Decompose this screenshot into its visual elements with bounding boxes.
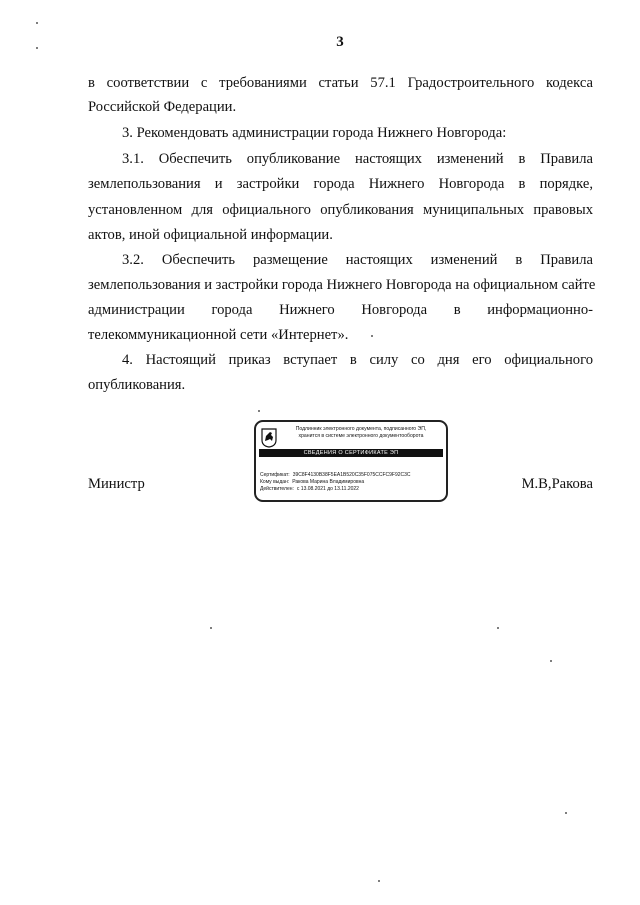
body-line-4: 3.1. Обеспечить опубликование настоящих изменений в Правила [122, 151, 593, 167]
scan-speck [565, 812, 567, 814]
body-line-7: актов, иной официальной информации. [88, 227, 333, 243]
stamp-header-line-1: Подлинник электронного документа, подписанного ЭП, [295, 426, 427, 432]
stamp-valid-value: с 13.08.2021 до 13.11.2022 [296, 486, 359, 492]
scan-speck [210, 627, 212, 629]
stamp-issued-value: Ракова Марина Владимировна [292, 479, 365, 485]
scan-speck [378, 880, 380, 882]
scan-speck [258, 410, 260, 412]
stamp-issued-row [260, 479, 364, 485]
stamp-certificate-bar: СВЕДЕНИЯ О СЕРТИФИКАТЕ ЭП [259, 449, 443, 457]
stamp-issued-label: Кому выдан: [260, 479, 290, 485]
body-line-6: установленном для официального опубликования муниципальных правовых [88, 202, 593, 218]
scan-speck [36, 47, 38, 49]
coat-of-arms-icon [261, 428, 277, 448]
stamp-cert-label: Сертификат: [260, 472, 290, 478]
body-line-8: 3.2. Обеспечить размещение настоящих изменений в Правила [122, 252, 593, 268]
body-line-10: администрации города Нижнего Новгорода в информационно- [88, 302, 593, 318]
body-line-9: землепользования и застройки города Нижнего Новгорода на официальном сайте [88, 277, 596, 293]
body-line-5: землепользования и застройки города Нижнего Новгорода в порядке, [88, 176, 593, 192]
stamp-cert-value: 39C8F4130B38F5EA1B520C35F075CCFC9F92C3C [292, 472, 411, 478]
stamp-valid-label: Действителен: [260, 486, 294, 492]
electronic-signature-stamp [254, 420, 448, 502]
body-line-2: Российской Федерации. [88, 99, 237, 115]
signatory-title: Министр [88, 476, 145, 492]
scan-speck [36, 22, 38, 24]
scan-speck [497, 627, 499, 629]
body-line-1: в соответствии с требованиями статьи 57.1 Градостроительного кодекса [88, 75, 593, 91]
body-line-13: опубликования. [88, 377, 186, 393]
signatory-name: М.В,Ракова [521, 476, 593, 492]
body-line-12: 4. Настоящий приказ вступает в силу со дня его официального [122, 352, 593, 368]
body-line-11: телекоммуникационной сети «Интернет». [88, 327, 349, 343]
scan-speck [371, 335, 373, 337]
scan-speck [550, 660, 552, 662]
stamp-header-line-2: хранится в системе электронного документооборота [298, 432, 424, 439]
stamp-valid-row [260, 486, 359, 492]
body-line-3: 3. Рекомендовать администрации города Нижнего Новгорода: [122, 125, 507, 141]
page-number: 3 [336, 34, 344, 50]
stamp-cert-row [260, 472, 411, 478]
stamp-header [280, 426, 442, 439]
